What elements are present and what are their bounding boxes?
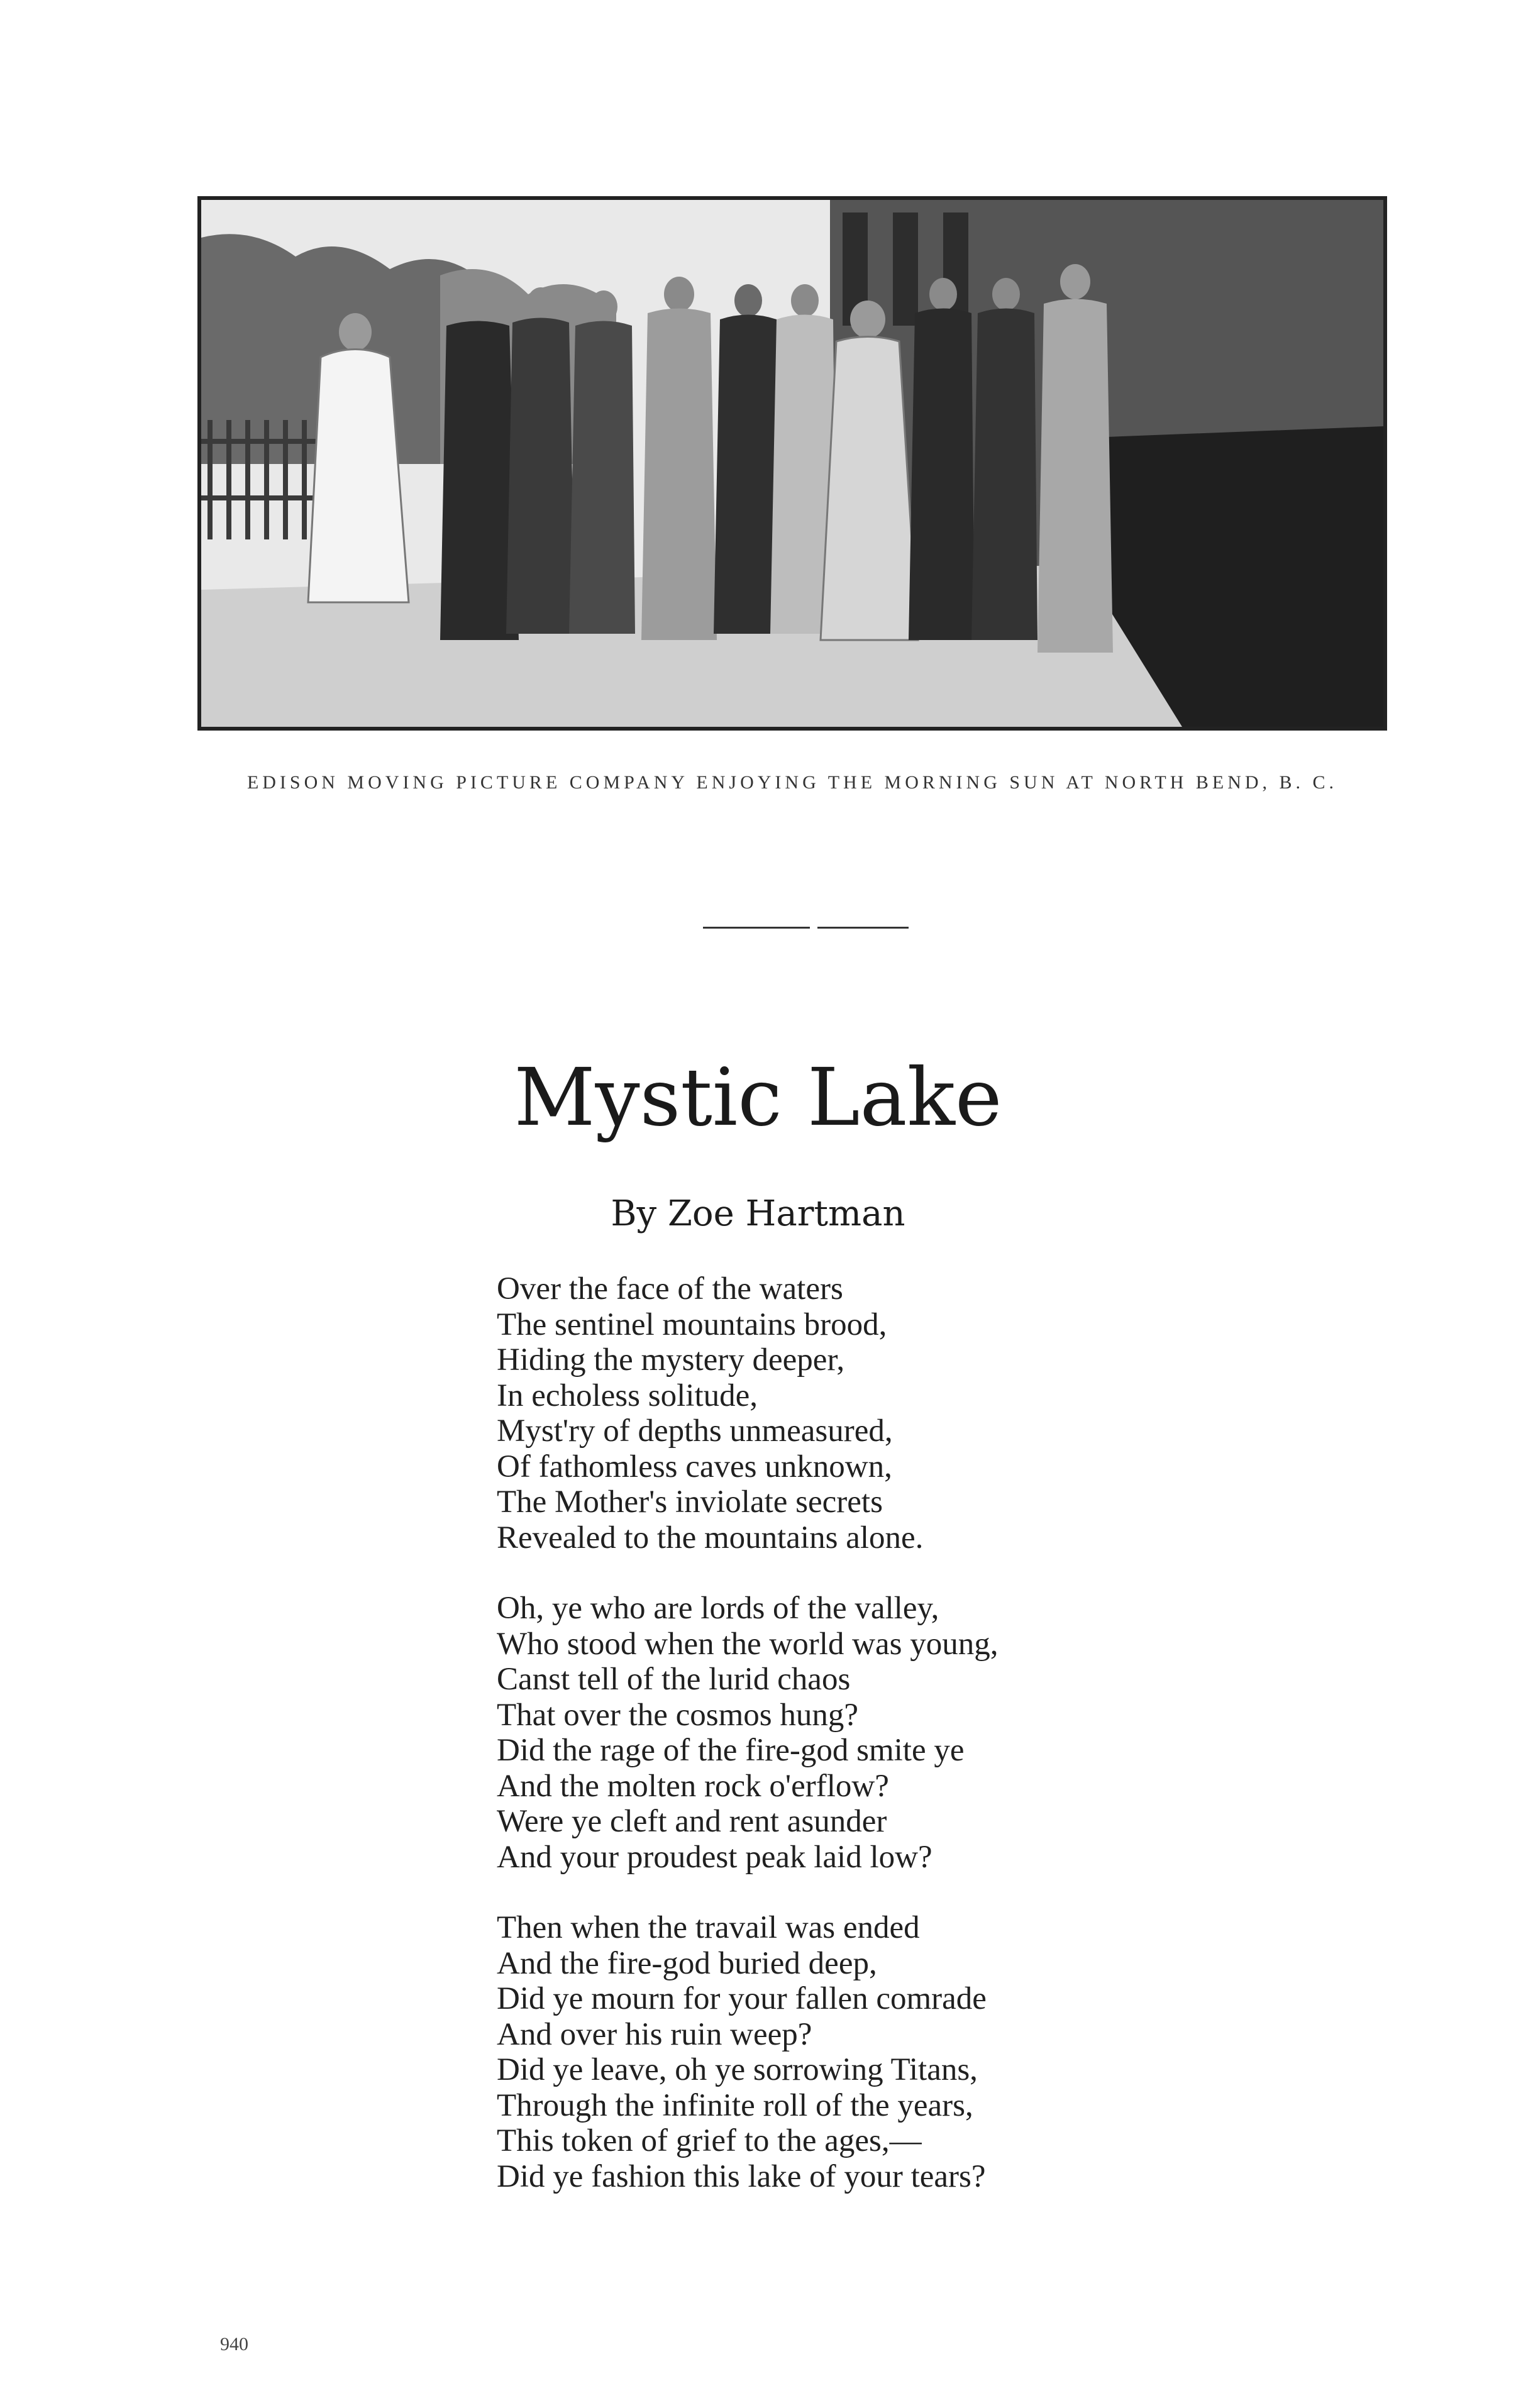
poem-stanza-3	[497, 1910, 1251, 2194]
photo-caption: EDISON MOVING PICTURE COMPANY ENJOYING THE MORNING SUN AT NORTH BEND, B. C.	[246, 772, 1338, 793]
poem-line: The Mother's inviolate secrets	[497, 1484, 883, 1520]
poem-body	[497, 1271, 1251, 2229]
poem-line: Did the rage of the fire-god smite ye	[497, 1733, 965, 1768]
poem-line: Did ye mourn for your fallen comrade	[497, 1981, 987, 2016]
divider-rule-right	[817, 927, 909, 929]
poem-line: Did ye leave, oh ye sorrowing Titans,	[497, 2052, 978, 2087]
poem-line: And your proudest peak laid low?	[497, 1839, 932, 1875]
poem-line: Hiding the mystery deeper,	[497, 1342, 845, 1378]
poem-stanza-2	[497, 1591, 1251, 1875]
group-photograph	[197, 196, 1387, 731]
poem-line: Myst'ry of depths unmeasured,	[497, 1413, 893, 1449]
poem-stanza-1	[497, 1271, 1251, 1555]
poem-line: And the molten rock o'erflow?	[497, 1768, 889, 1804]
poem-byline: By Zoe Hartman	[611, 1193, 905, 1234]
poem-line: That over the cosmos hung?	[497, 1697, 859, 1733]
poem-line: Canst tell of the lurid chaos	[497, 1662, 851, 1697]
poem-line: Who stood when the world was young,	[497, 1626, 999, 1662]
poem-line: Through the infinite roll of the years,	[497, 2087, 973, 2123]
poem-line: Were ye cleft and rent asunder	[497, 1804, 887, 1839]
poem-line: Of fathomless caves unknown,	[497, 1449, 892, 1484]
poem-line: Over the face of the waters	[497, 1271, 843, 1306]
poem-line: In echoless solitude,	[497, 1378, 758, 1413]
poem-line: And the fire-god buried deep,	[497, 1945, 877, 1981]
poem-line: Oh, ye who are lords of the valley,	[497, 1591, 939, 1626]
poem-line: This token of grief to the ages,—	[497, 2123, 922, 2158]
page-number: 940	[220, 2334, 248, 2355]
poem-line: Then when the travail was ended	[497, 1910, 920, 1945]
divider-rule-left	[703, 927, 810, 929]
poem-line: And over his ruin weep?	[497, 2016, 812, 2052]
poem-line: The sentinel mountains brood,	[497, 1306, 887, 1342]
poem-line: Revealed to the mountains alone.	[497, 1520, 924, 1555]
poem-line: Did ye fashion this lake of your tears?	[497, 2158, 986, 2194]
photograph-image	[201, 200, 1383, 727]
poem-title: Mystic Lake	[514, 1051, 1002, 1144]
